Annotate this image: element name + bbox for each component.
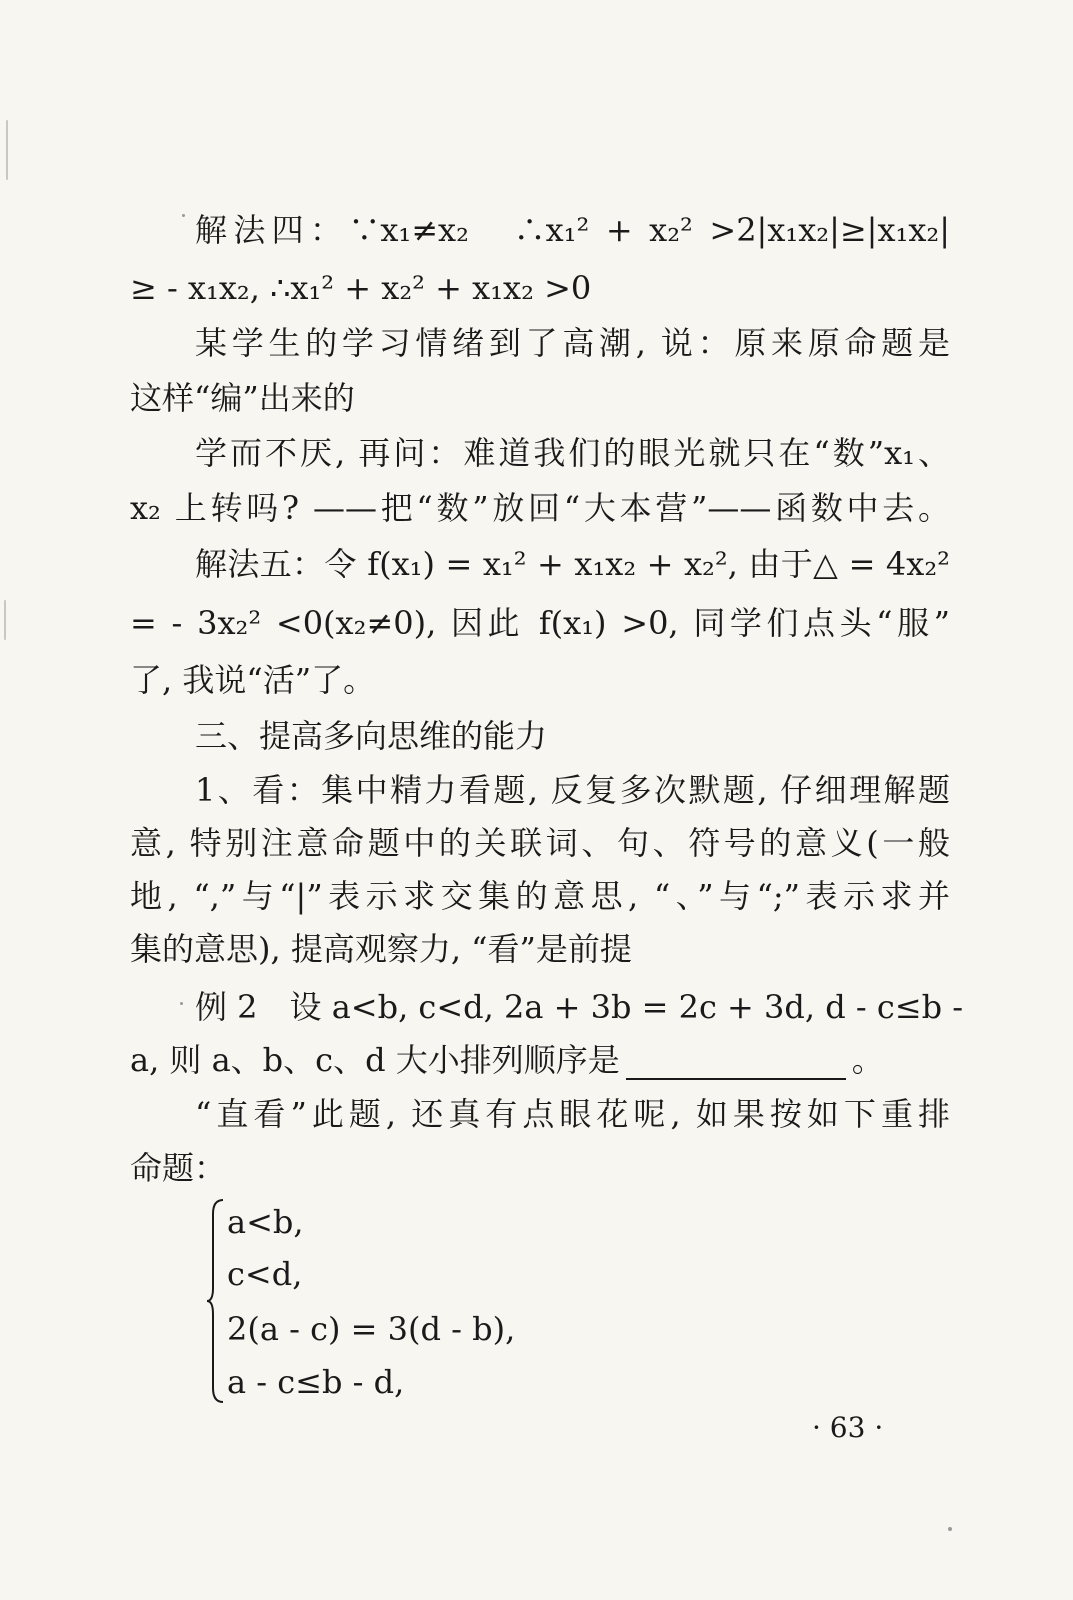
question-line-2: x₂ 上转吗? ——把“数”放回“大本营”——函数中去。 <box>130 489 950 527</box>
look-paragraph-line-4: 集的意思), 提高观察力, “看”是前提 <box>130 930 632 968</box>
example-2-line-2 <box>130 1040 950 1080</box>
look-paragraph-line-1: 1、看：集中精力看题, 反复多次默题, 仔细理解题 <box>195 771 950 809</box>
answer-blank <box>626 1048 846 1080</box>
system-eq-3: 2(a - c) = 3(d - b), <box>227 1310 516 1348</box>
student-remark-line-2: 这样“编”出来的 <box>130 379 355 417</box>
example-2-text: a, 则 a、b、c、d 大小排列顺序是 <box>130 1041 620 1079</box>
left-brace-icon <box>205 1196 227 1406</box>
look-paragraph-line-3: 地, “,”与“|”表示求交集的意思, “、”与“;”表示求并 <box>130 877 950 915</box>
look-paragraph-line-2: 意, 特别注意命题中的关联词、句、符号的意义(一般 <box>130 824 950 862</box>
system-eq-1: a<b, <box>227 1203 304 1241</box>
solution-five-line-2: = - 3x₂² <0(x₂≠0), 因此 f(x₁) >0, 同学们点头“服” <box>130 604 950 642</box>
scan-speck <box>180 1002 183 1005</box>
solution-five-line-1: 解法五：令 f(x₁) = x₁² + x₁x₂ + x₂², 由于△ = 4x₂² <box>195 545 950 583</box>
question-line-1: 学而不厌, 再问：难道我们的眼光就只在“数”x₁、 <box>195 434 950 472</box>
system-eq-4: a - c≤b - d, <box>227 1363 405 1401</box>
scan-edge-mark <box>6 120 8 180</box>
solution-five-line-3: 了, 我说“活”了。 <box>130 661 376 699</box>
rearrange-line-2: 命题： <box>130 1149 227 1187</box>
system-eq-2: c<d, <box>227 1255 303 1293</box>
section-heading: 三、提高多向思维的能力 <box>195 717 548 755</box>
example-2-line-1: 例 2 设 a<b, c<d, 2a + 3b = 2c + 3d, d - c≤b - <box>195 988 964 1026</box>
student-remark-line-1: 某学生的学习情绪到了高潮, 说：原来原命题是 <box>195 324 950 362</box>
rearrange-line-1: “直看”此题, 还真有点眼花呢, 如果按如下重排 <box>195 1095 950 1133</box>
solution-four-line-1: 解法四：∵x₁≠x₂ ∴x₁² + x₂² >2|x₁x₂|≥|x₁x₂| <box>195 211 950 249</box>
equation-system <box>205 1196 625 1406</box>
example-2-period: 。 <box>851 1041 884 1079</box>
solution-four-line-2: ≥ - x₁x₂, ∴x₁² + x₂² + x₁x₂ >0 <box>130 269 592 307</box>
page-number: · 63 · <box>812 1411 884 1444</box>
scan-speck <box>948 1527 952 1531</box>
scan-edge-mark <box>4 600 6 640</box>
scan-speck <box>182 214 185 217</box>
